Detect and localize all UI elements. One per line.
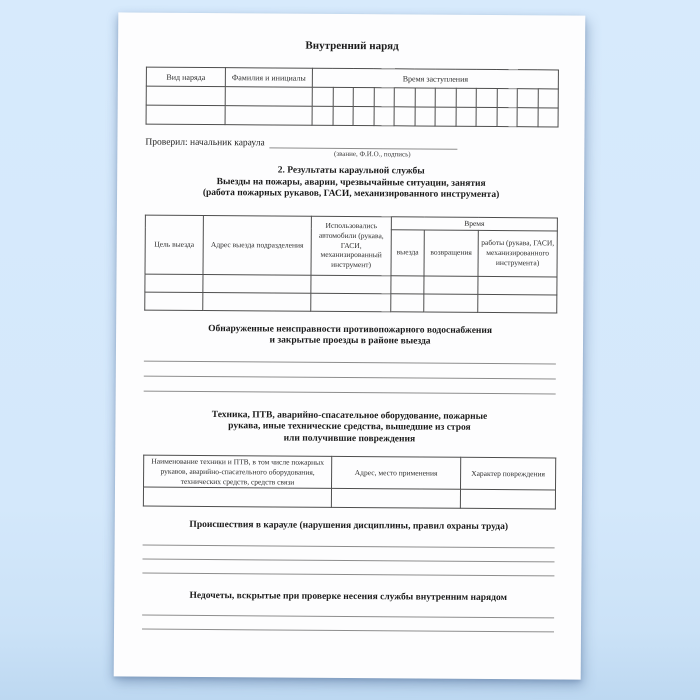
duty-col-name: Фамилия и инициалы bbox=[225, 68, 312, 88]
section-results-line3: (работа пожарных рукавов, ГАСИ, механизированного инструмента) bbox=[202, 187, 500, 201]
trips-col-time-group: Время bbox=[391, 216, 557, 230]
section-results-line2: Выезды на пожары, аварии, чрезвычайные ситуации, занятия bbox=[216, 176, 486, 189]
damaged-heading-line3: или получившие повреждения bbox=[283, 433, 416, 444]
damaged-equipment-heading bbox=[143, 409, 555, 446]
trips-col-address: Адрес выезда подразделения bbox=[203, 215, 311, 275]
empty-cell bbox=[424, 276, 478, 294]
signature-caption: (звание, Ф.И.О., подпись) bbox=[333, 149, 411, 159]
write-in-line bbox=[142, 559, 554, 576]
faults-heading-line1: Обнаруженные неисправности противопожарного водоснабжения bbox=[208, 323, 493, 336]
faults-heading-line2: и закрытые проезды в районе выезда bbox=[269, 335, 431, 347]
incidents-write-in-lines bbox=[142, 531, 554, 576]
document-title: Внутренний наряд bbox=[305, 39, 399, 53]
damage-col-name: Наименование техники и ПТВ, в том числе пожарных рукавов, аварийно-спасательного оборудования, технических средств, средств связи bbox=[144, 455, 332, 489]
empty-cell bbox=[476, 88, 497, 107]
empty-cell bbox=[478, 276, 557, 295]
faults-write-in-lines bbox=[144, 346, 556, 394]
duty-col-type: Вид наряда bbox=[146, 67, 225, 87]
trips-header-row bbox=[145, 215, 557, 231]
checked-by-line bbox=[145, 137, 457, 150]
trips-col-vehicles: Использовались автомобили (рукава, ГАСИ, механизированный инструмент) bbox=[311, 216, 391, 276]
write-in-line bbox=[142, 616, 554, 633]
empty-cell bbox=[145, 274, 203, 292]
empty-cell bbox=[394, 88, 415, 107]
empty-cell bbox=[435, 107, 456, 126]
empty-cell bbox=[331, 489, 460, 509]
empty-cell bbox=[143, 487, 331, 507]
empty-cell bbox=[415, 88, 436, 107]
empty-row bbox=[143, 487, 555, 509]
empty-cell bbox=[225, 87, 312, 107]
duty-table bbox=[146, 67, 559, 128]
empty-cell bbox=[203, 292, 311, 311]
damaged-heading-line2: рукава, иные технические средства, вышедшие из строя bbox=[228, 421, 471, 433]
empty-cell bbox=[311, 275, 391, 294]
empty-cell bbox=[146, 86, 225, 106]
empty-cell bbox=[353, 107, 374, 126]
empty-cell bbox=[517, 89, 538, 108]
empty-cell bbox=[312, 87, 333, 106]
duty-col-time: Время заступления bbox=[312, 68, 558, 89]
trips-col-departure: выезда bbox=[391, 229, 424, 275]
write-in-line bbox=[144, 376, 556, 394]
faults-heading bbox=[144, 323, 556, 349]
defects-write-in-lines bbox=[142, 602, 554, 633]
checked-by-label: Проверил: начальник караула bbox=[145, 137, 265, 149]
empty-cell bbox=[311, 293, 391, 312]
empty-row bbox=[145, 292, 557, 313]
empty-cell bbox=[460, 490, 555, 510]
empty-cell bbox=[225, 106, 312, 126]
empty-row bbox=[146, 105, 558, 127]
damaged-heading-line1: Техника, ПТВ, аварийно-спасательное оборудование, пожарные bbox=[211, 409, 488, 422]
empty-cell bbox=[538, 108, 559, 127]
empty-cell bbox=[456, 88, 477, 107]
damage-col-address: Адрес, место применения bbox=[332, 456, 461, 489]
trips-col-work: работы (рукава, ГАСИ, механизированного инструмента) bbox=[478, 230, 557, 277]
empty-cell bbox=[391, 275, 424, 293]
empty-cell bbox=[203, 274, 311, 293]
empty-cell bbox=[374, 88, 395, 107]
empty-cell bbox=[478, 294, 557, 313]
empty-cell bbox=[497, 89, 518, 108]
trips-table bbox=[144, 214, 558, 313]
incidents-heading: Происшествия в карауле (нарушения дисциплины, правил охраны труда) bbox=[189, 520, 509, 533]
trips-col-return: возвращения bbox=[424, 230, 478, 276]
damage-header-row bbox=[144, 455, 556, 490]
empty-cell bbox=[497, 108, 518, 127]
empty-cell bbox=[538, 89, 559, 108]
empty-cell bbox=[415, 107, 436, 126]
empty-cell bbox=[353, 88, 374, 107]
damage-table bbox=[143, 455, 556, 510]
empty-cell bbox=[333, 106, 354, 125]
empty-cell bbox=[394, 107, 415, 126]
trips-col-purpose: Цель выезда bbox=[145, 215, 203, 274]
empty-cell bbox=[424, 294, 478, 312]
document-page bbox=[114, 12, 586, 679]
empty-cell bbox=[374, 107, 395, 126]
section-results-line1: 2. Результаты караульной службы bbox=[277, 165, 425, 177]
signature-blank bbox=[270, 137, 458, 149]
damage-col-damage: Характер повреждения bbox=[461, 457, 556, 490]
empty-cell bbox=[312, 106, 333, 125]
empty-cell bbox=[456, 107, 477, 126]
empty-cell bbox=[391, 293, 424, 311]
empty-cell bbox=[146, 105, 225, 125]
empty-cell bbox=[476, 107, 497, 126]
document-content bbox=[114, 12, 585, 632]
section-results-heading bbox=[145, 165, 557, 202]
empty-cell bbox=[435, 88, 456, 107]
empty-cell bbox=[517, 108, 538, 127]
defects-heading: Недочеты, вскрытые при проверке несения службы внутренним нарядом bbox=[189, 590, 508, 603]
empty-cell bbox=[333, 87, 354, 106]
empty-cell bbox=[145, 292, 203, 310]
